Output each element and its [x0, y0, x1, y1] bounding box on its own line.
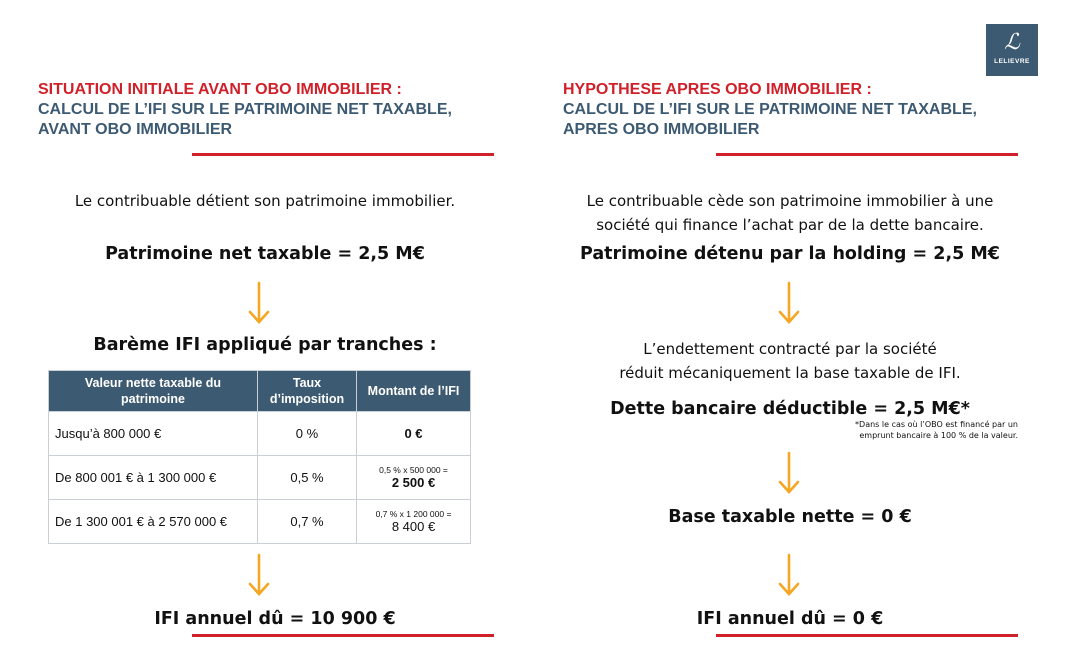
table-row	[49, 412, 471, 456]
right-dette: Dette bancaire déductible = 2,5 M€*	[610, 399, 970, 419]
left-result: IFI annuel dû = 10 900 €	[154, 609, 396, 629]
arrow-down-icon	[247, 281, 271, 325]
left-intro: Le contribuable détient son patrimoine immobilier.	[74, 192, 456, 210]
cell-tranche: De 800 001 € à 1 300 000 €	[49, 456, 258, 500]
header-valeur: Valeur nette taxable du patrimoine	[49, 371, 258, 412]
left-patrimoine: Patrimoine net taxable = 2,5 M€	[105, 244, 425, 264]
left-title-red: SITUATION INITIALE AVANT OBO IMMOBILIER :	[38, 81, 402, 98]
cell-calc: 0,5 % x 500 000 =	[379, 465, 448, 475]
right-result: IFI annuel dû = 0 €	[696, 609, 884, 629]
right-title-line2: CALCUL DE L’IFI SUR LE PATRIMOINE NET TAXABLE,	[563, 101, 977, 118]
table-row	[49, 456, 471, 500]
header-taux: Taux d’imposition	[258, 371, 357, 412]
cell-taux: 0,5 %	[258, 456, 357, 500]
arrow-down-icon	[777, 553, 801, 597]
right-endettement-line2: réduit mécaniquement la base taxable de IFI.	[619, 364, 961, 382]
left-title-line3: AVANT OBO IMMOBILIER	[38, 121, 233, 138]
cell-taux: 0 %	[258, 412, 357, 456]
cell-montant: 0 €	[357, 412, 471, 456]
cell-tranche: Jusqu’à 800 000 €	[49, 412, 258, 456]
right-footnote-line2: emprunt bancaire à 100 % de la valeur.	[859, 431, 1018, 440]
right-base: Base taxable nette = 0 €	[668, 507, 912, 527]
right-title	[563, 80, 1023, 140]
right-title-line3: APRES OBO IMMOBILIER	[563, 121, 760, 138]
cell-montant: 8 400 €	[391, 519, 436, 534]
right-footnote-line1: *Dans le cas où l’OBO est financé par un	[855, 420, 1018, 429]
lelievre-logo	[986, 24, 1038, 76]
left-bareme-title: Barème IFI appliqué par tranches :	[93, 335, 437, 355]
arrow-down-icon	[247, 553, 271, 597]
cell-taux: 0,7 %	[258, 500, 357, 544]
right-endettement	[560, 337, 1020, 385]
table-row	[49, 500, 471, 544]
right-result-underline	[716, 634, 1018, 637]
right-title-red: HYPOTHESE APRES OBO IMMOBILIER :	[563, 81, 872, 98]
left-title-underline	[192, 153, 494, 156]
cell-montant-group	[357, 456, 471, 500]
arrow-down-icon	[777, 451, 801, 495]
right-patrimoine: Patrimoine détenu par la holding = 2,5 M€	[580, 244, 1000, 264]
cell-montant: 2 500 €	[391, 475, 436, 490]
right-intro-line1: Le contribuable cède son patrimoine immobilier à une	[586, 192, 994, 210]
left-title-line2: CALCUL DE L’IFI SUR LE PATRIMOINE NET TAXABLE,	[38, 101, 452, 118]
right-endettement-line1: L’endettement contracté par la société	[643, 340, 937, 358]
cell-calc: 0,7 % x 1 200 000 =	[375, 509, 452, 519]
logo-monogram: ℒ	[1004, 30, 1020, 55]
arrow-down-icon	[777, 281, 801, 325]
left-title	[38, 80, 498, 140]
ifi-bareme-table	[48, 370, 471, 544]
left-result-underline	[192, 634, 494, 637]
right-title-underline	[716, 153, 1018, 156]
cell-tranche: De 1 300 001 € à 2 570 000 €	[49, 500, 258, 544]
header-montant: Montant de l’IFI	[357, 371, 471, 412]
right-footnote	[760, 419, 1018, 441]
logo-name: LELIEVRE	[994, 58, 1030, 65]
cell-montant-group	[357, 500, 471, 544]
table-header-row	[49, 371, 471, 412]
right-intro-line2: société qui finance l’achat par de la dette bancaire.	[596, 216, 984, 234]
right-intro	[560, 189, 1020, 237]
